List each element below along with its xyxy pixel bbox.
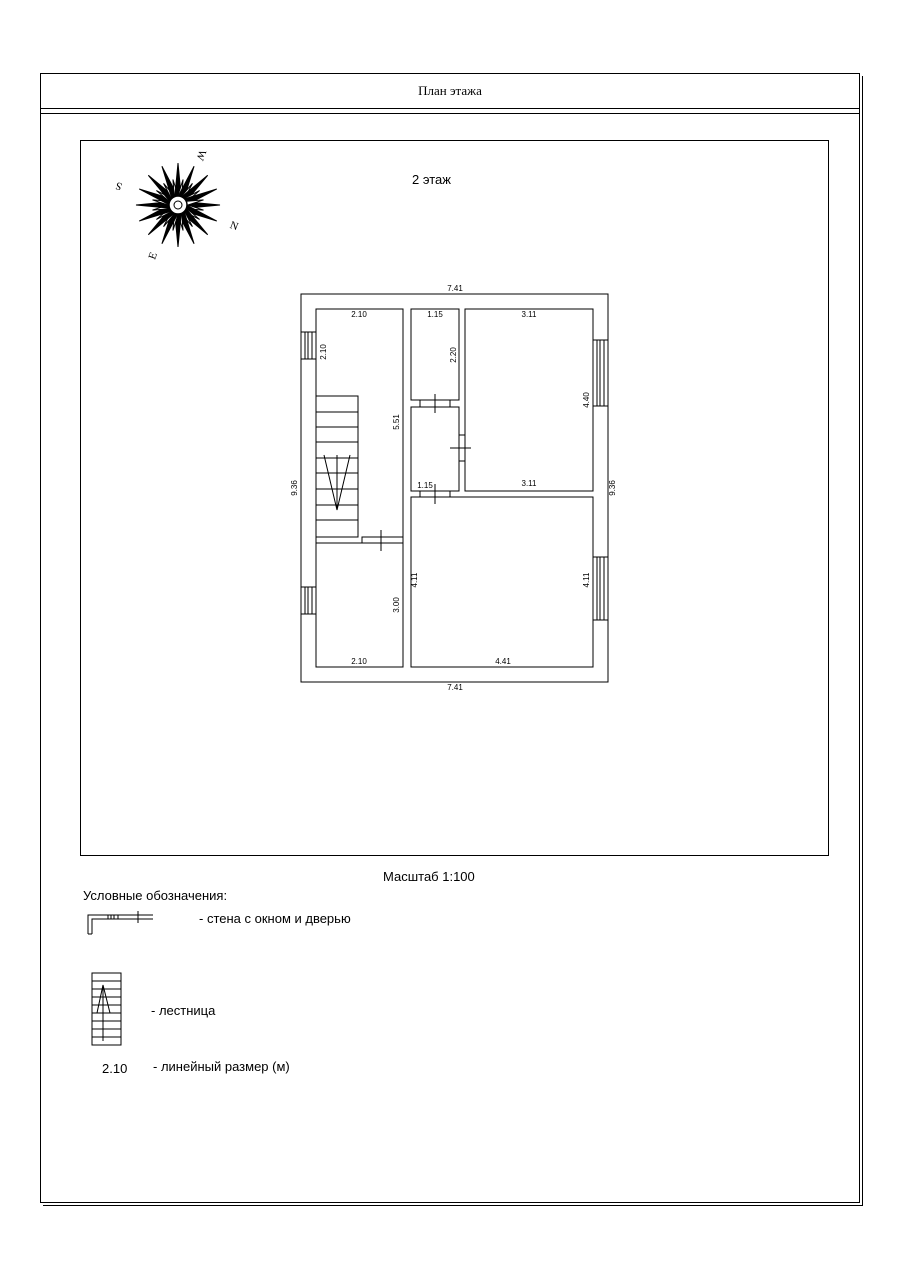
dim-bottom-overall: 7.41	[447, 683, 463, 692]
dim-top-overall: 7.41	[447, 284, 463, 293]
dim-ne-room-top: 3.11	[521, 310, 537, 319]
sheet-title: План этажа	[418, 83, 482, 98]
room-corridor	[411, 407, 459, 491]
legend-stair-label: - лестница	[151, 1003, 216, 1018]
compass-s: S	[114, 179, 124, 193]
dim-se-room-width: 4.41	[495, 657, 511, 666]
room-sw	[316, 543, 403, 667]
dim-right-overall: 9.36	[608, 480, 617, 496]
dim-ne-room-bottom: 3.11	[521, 479, 537, 488]
compass-n: N	[228, 219, 240, 234]
dim-stair-room-depth: 2.10	[319, 344, 328, 360]
legend-dim-sample: 2.10	[102, 1061, 128, 1076]
stair	[316, 396, 358, 537]
dim-left-overall: 9.36	[290, 480, 299, 496]
legend-title: Условные обозначения:	[83, 888, 228, 903]
dim-corridor-width: 1.15	[417, 481, 433, 490]
room-se	[411, 497, 593, 667]
dim-se-room-left: 4.11	[410, 572, 419, 588]
dim-stair-room-width: 2.10	[351, 310, 367, 319]
scale-label: Масштаб 1:100	[383, 869, 475, 884]
dim-sw-room-width: 2.10	[351, 657, 367, 666]
dim-ne-room-depth: 4.40	[582, 392, 591, 408]
compass-rose-icon	[114, 148, 240, 261]
dim-small-room-width: 1.15	[427, 310, 443, 319]
compass-e: E	[146, 250, 160, 262]
legend-stair-symbol	[92, 973, 121, 1045]
dim-se-room-right: 4.11	[582, 572, 591, 588]
legend-wall-label: - стена с окном и дверью	[199, 911, 351, 926]
compass-w: W	[193, 148, 209, 162]
dim-stair-room-length: 5.51	[392, 414, 401, 430]
room-ne	[465, 309, 593, 491]
legend-dim-label: - линейный размер (м)	[153, 1059, 290, 1074]
dim-small-room-depth: 2.20	[449, 347, 458, 363]
dim-sw-room-depth: 3.00	[392, 597, 401, 613]
legend-wall-symbol	[88, 911, 153, 934]
floor-label: 2 этаж	[412, 172, 451, 187]
